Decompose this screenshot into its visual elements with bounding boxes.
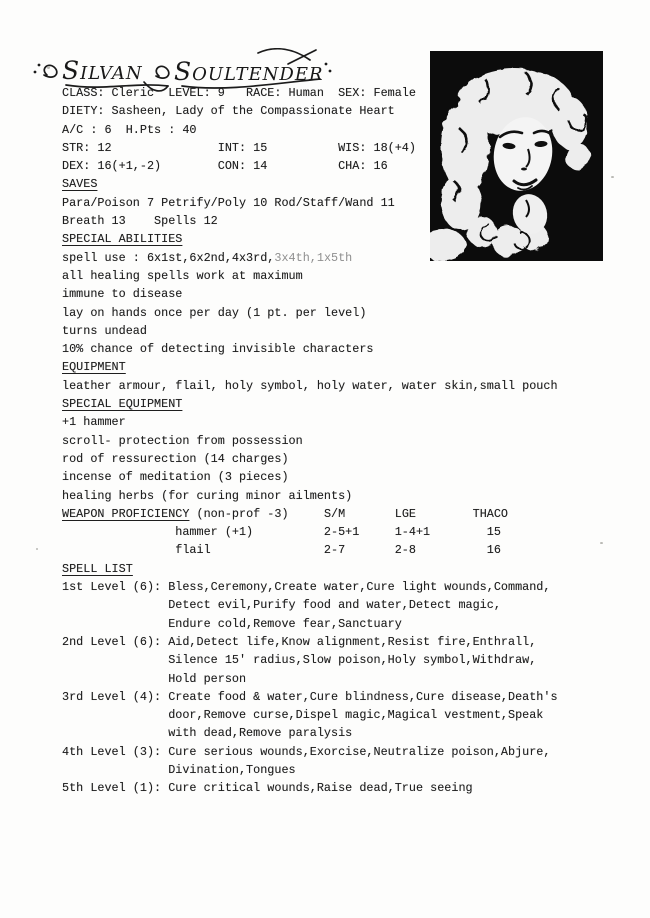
typed-line [62, 267, 558, 285]
typed-line [62, 285, 558, 303]
line-text: Detect evil,Purify food and water,Detect magic, [62, 598, 501, 613]
line-text: incense of meditation (3 pieces) [62, 470, 289, 485]
line-text: Breath 13 Spells 12 [62, 214, 218, 229]
typed-line [62, 212, 558, 230]
typed-line [62, 688, 558, 706]
line-text: immune to disease [62, 287, 183, 302]
typed-line [62, 340, 558, 358]
typed-line [62, 121, 558, 139]
typed-line [62, 139, 558, 157]
scan-speck [611, 176, 614, 178]
line-text: Endure cold,Remove fear,Sanctuary [62, 616, 402, 631]
line-text: 5th Level (1): Cure critical wounds,Raise dead,True seeing [62, 781, 473, 796]
underlined-heading: WEAPON PROFICIENCY [62, 506, 190, 521]
typed-line [62, 761, 558, 779]
flourish-dot [325, 63, 328, 66]
typed-line [62, 487, 558, 505]
typed-line [62, 230, 558, 248]
underlined-heading: EQUIPMENT [62, 360, 126, 375]
line-text: lay on hands once per day (1 pt. per level) [62, 305, 367, 320]
scan-speck [36, 548, 38, 550]
line-text: spell use : 6x1st,6x2nd,4x3rd, [62, 250, 275, 265]
line-text: 4th Level (3): Cure serious wounds,Exorcise,Neutralize poison,Abjure, [62, 744, 551, 759]
line-text: 1st Level (6): Bless,Ceremony,Create water,Cure light wounds,Command, [62, 580, 551, 595]
underlined-heading: SPELL LIST [62, 561, 133, 576]
typed-line [62, 670, 558, 688]
typed-line [62, 322, 558, 340]
line-text: Para/Poison 7 Petrify/Poly 10 Rod/Staff/Wand 11 [62, 195, 395, 210]
typed-line [62, 249, 558, 267]
typed-line [62, 743, 558, 761]
line-text: Divination,Tongues [62, 762, 296, 777]
line-text: healing herbs (for curing minor ailments) [62, 488, 353, 503]
typed-line [62, 395, 558, 413]
typed-line [62, 468, 558, 486]
line-text: (non-prof -3) S/M LGE THACO [189, 506, 509, 521]
typed-line [62, 84, 558, 102]
title-word-second: Soultender [174, 57, 324, 86]
underlined-heading: SAVES [62, 177, 98, 192]
typed-line [62, 432, 558, 450]
line-text: door,Remove curse,Dispel magic,Magical vestment,Speak [62, 708, 544, 723]
typed-line [62, 157, 558, 175]
title-word-first: Silvan [62, 56, 143, 85]
typed-line [62, 779, 558, 797]
line-text: A/C : 6 H.Pts : 40 [62, 122, 197, 137]
line-text: hammer (+1) 2-5+1 1-4+1 15 [62, 525, 501, 540]
line-text: all healing spells work at maximum [62, 268, 303, 283]
line-text: 2nd Level (6): Aid,Detect life,Know alignment,Resist fire,Enthrall, [62, 634, 537, 649]
typed-line [62, 651, 558, 669]
typed-line [62, 194, 558, 212]
typed-line [62, 358, 558, 376]
typed-line [62, 304, 558, 322]
line-text: STR: 12 INT: 15 WIS: 18(+4) [62, 140, 416, 155]
typed-line [62, 633, 558, 651]
line-text: Silence 15' radius,Slow poison,Holy symbol,Withdraw, [62, 653, 537, 668]
line-text: DIETY: Sasheen, Lady of the Compassionate Heart [62, 104, 395, 119]
typed-line [62, 541, 558, 559]
typed-line [62, 505, 558, 523]
typed-line [62, 596, 558, 614]
line-text: with dead,Remove paralysis [62, 726, 353, 741]
line-text: 10% chance of detecting invisible characters [62, 342, 374, 357]
line-text: turns undead [62, 323, 147, 338]
scan-speck [600, 542, 603, 544]
line-text: CLASS: Cleric LEVEL: 9 RACE: Human SEX: Female [62, 86, 416, 100]
typed-line [62, 175, 558, 193]
line-text: flail 2-7 2-8 16 [62, 543, 501, 558]
underlined-heading: SPECIAL ABILITIES [62, 232, 183, 247]
flourish-curl [44, 65, 57, 77]
typed-line [62, 523, 558, 541]
flourish-dot [34, 71, 37, 74]
line-text: +1 hammer [62, 415, 126, 430]
faint-text: 3x4th,1x5th [274, 250, 353, 265]
typed-line [62, 724, 558, 742]
typed-line [62, 615, 558, 633]
line-text: DEX: 16(+1,-2) CON: 14 CHA: 16 [62, 159, 388, 174]
line-text: leather armour, flail, holy symbol, holy water, water skin,small pouch [62, 378, 558, 393]
scan-speck [47, 66, 50, 69]
line-text: Hold person [62, 671, 247, 686]
typed-line [62, 413, 558, 431]
flourish-dot [329, 70, 332, 73]
line-text: scroll- protection from possession [62, 433, 303, 448]
typed-line [62, 377, 558, 395]
typed-line [62, 706, 558, 724]
line-text: rod of ressurection (14 charges) [62, 451, 289, 466]
typed-line [62, 560, 558, 578]
typed-line [62, 450, 558, 468]
typed-line [62, 578, 558, 596]
typed-lines [62, 84, 558, 798]
underlined-heading: SPECIAL EQUIPMENT [62, 397, 183, 412]
line-text: 3rd Level (4): Create food & water,Cure blindness,Cure disease,Death's [62, 689, 558, 704]
flourish-curl [156, 66, 169, 78]
flourish-dot [38, 64, 41, 67]
typed-line [62, 102, 558, 120]
